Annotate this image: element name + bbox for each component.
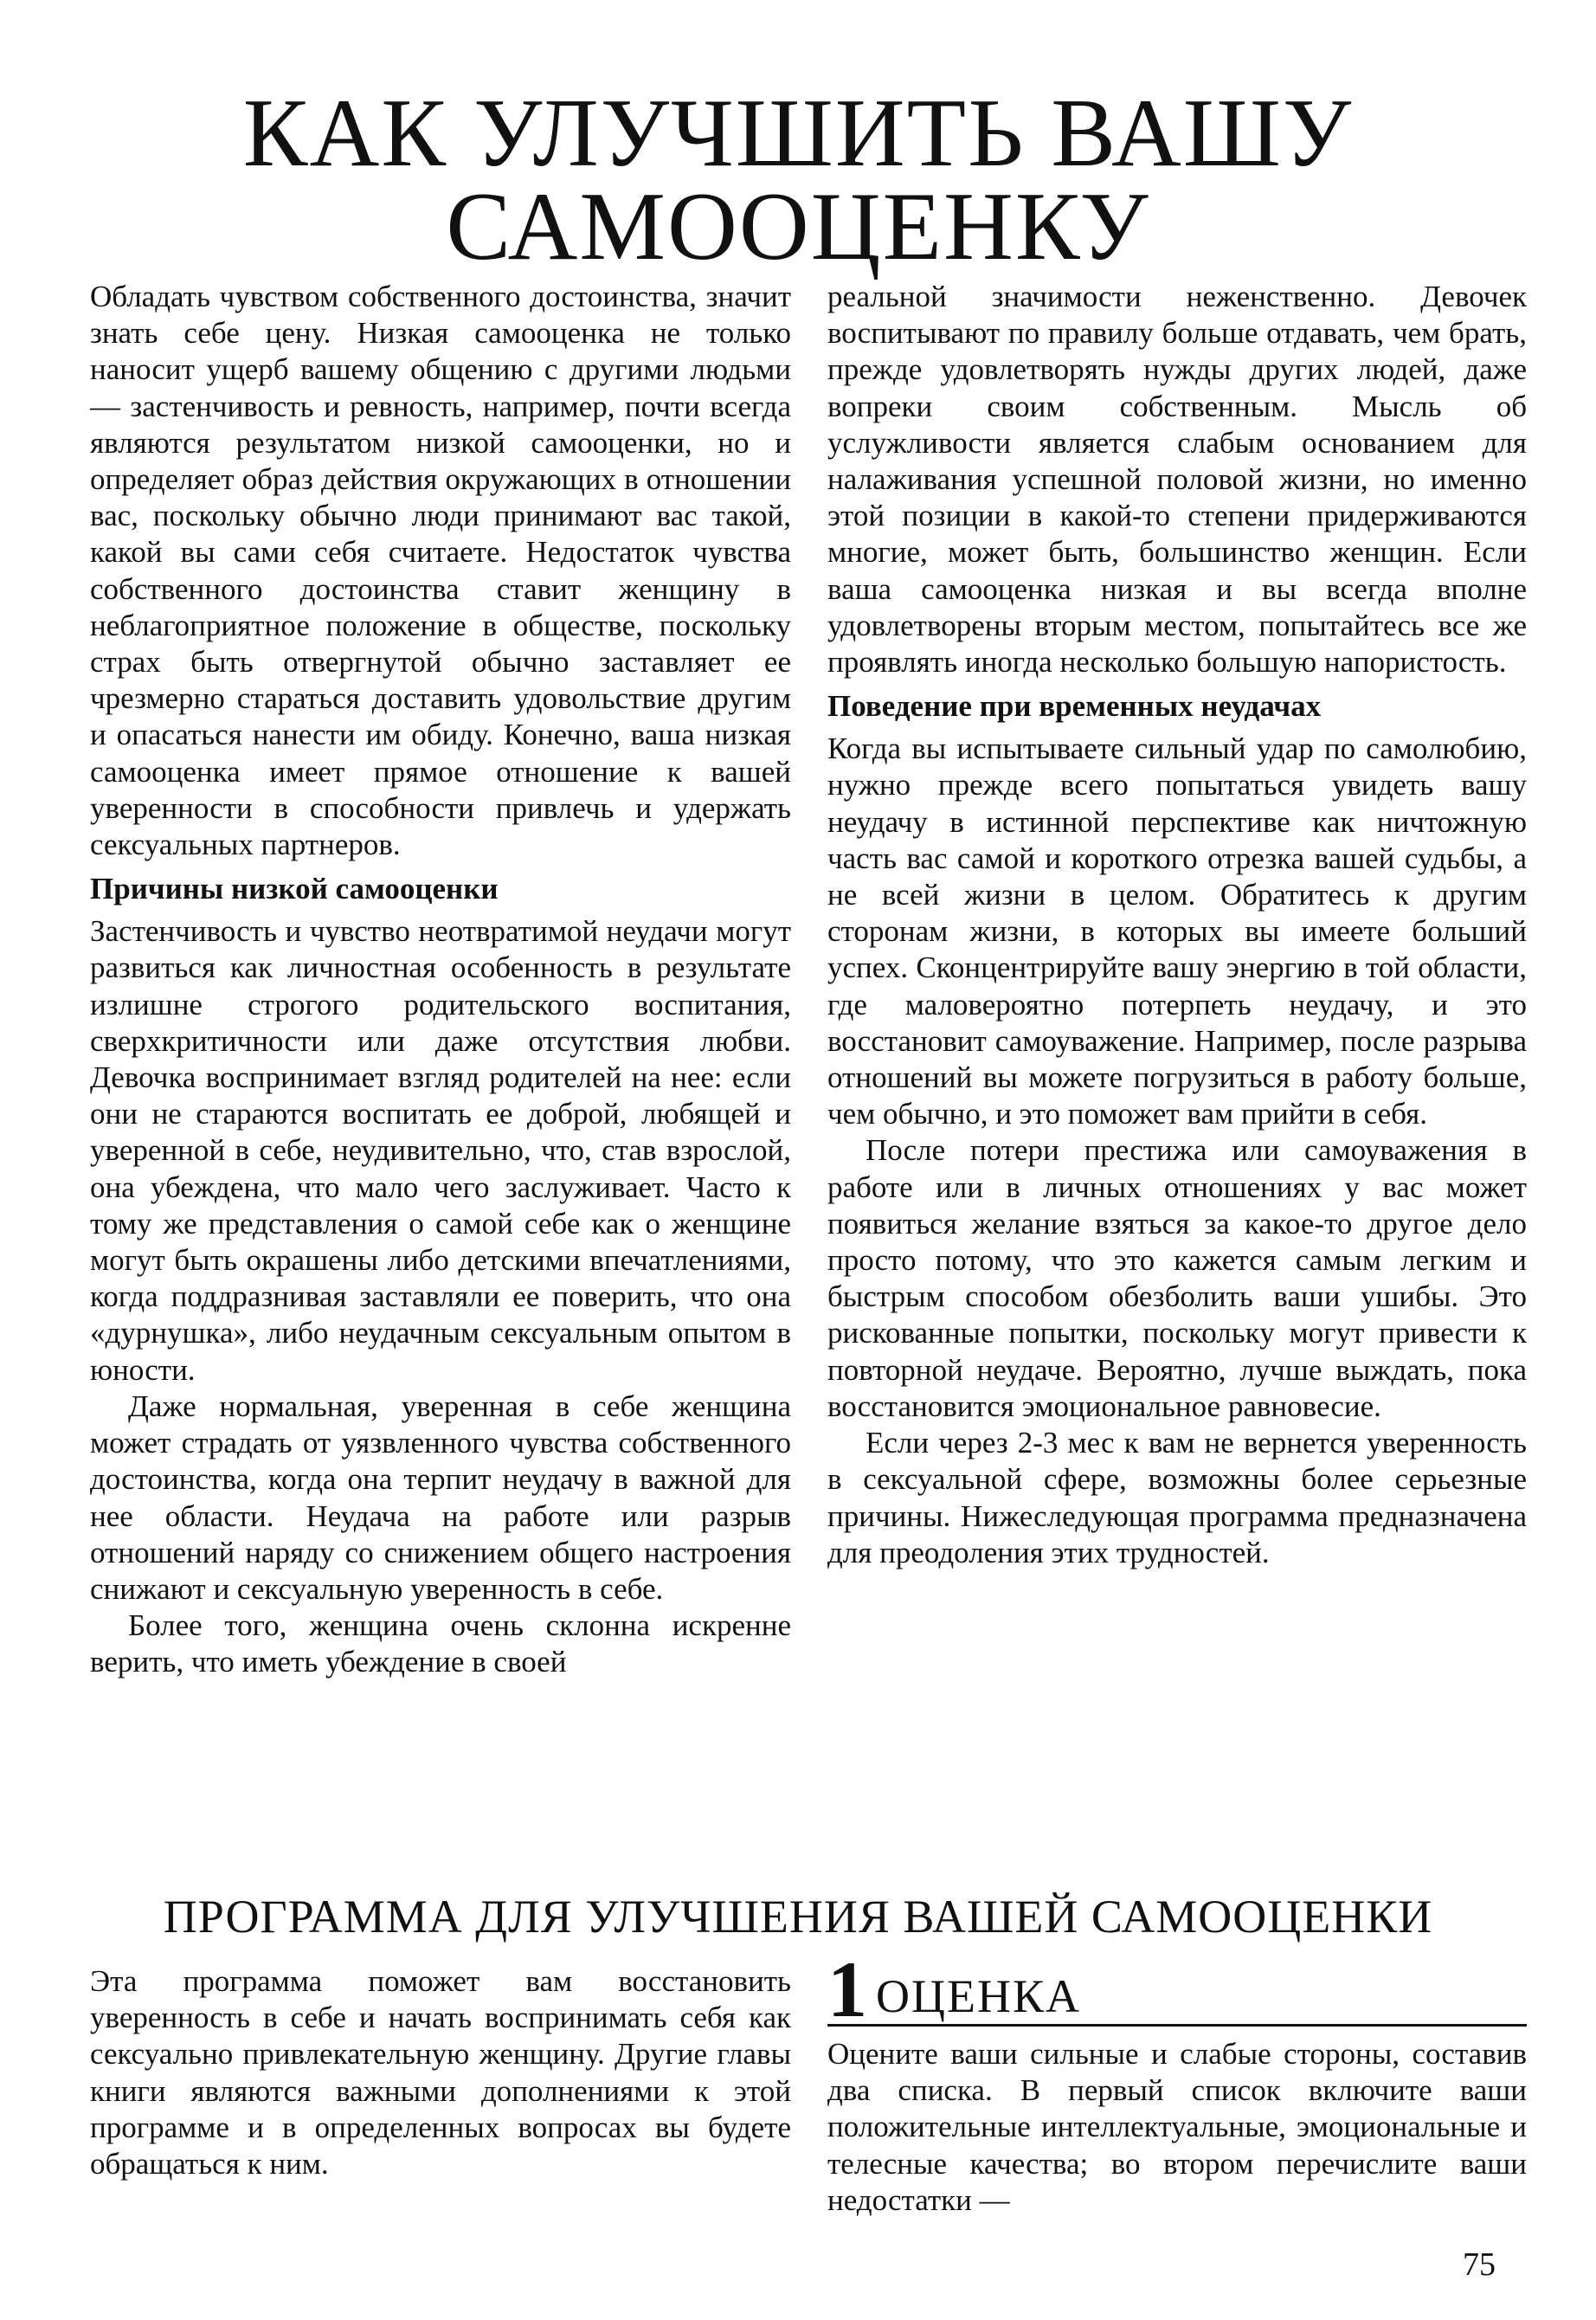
page-title-line2: САМООЦЕНКУ	[446, 173, 1150, 280]
paragraph: Более того, женщина очень склонна искренне верить, что иметь убеждение в своей	[90, 1608, 791, 1679]
program-title: ПРОГРАММА ДЛЯ УЛУЧШЕНИЯ ВАШЕЙ САМООЦЕНКИ	[163, 1891, 1433, 1943]
page-title-line1: КАК УЛУЧШИТЬ ВАШУ	[242, 80, 1354, 187]
program-intro: Эта программа поможет вам восстановить уверенность в себе и начать воспринимать себя как сексуально привлекательную женщину. Другие главы книги являются важными дополнениями к этой программе и в определенных вопросах вы будете обращаться к ним.	[90, 1964, 791, 2181]
step-text-column	[827, 2036, 1527, 2219]
step-header	[827, 1945, 1527, 2033]
paragraph: Если через 2-3 мес к вам не вернется уверенность в сексуальной сфере, возможны более серьезные причины. Нижеследующая программа предназначена для преодоления этих трудностей.	[827, 1426, 1527, 1569]
paragraph: Застенчивость и чувство неотвратимой неудачи могут развиться как личностная особенность в результате излишне строгого родительского воспитания, сверхкритичности или даже отсутствия любви. Девочка воспринимает взгляд родителей на нее: если они не стараются воспитать ее доброй, любящей и уверенной в себе, неудивительно, что, став взрослой, она убеждена, что мало чего заслуживает. Часто к тому же представления о самой себе как о женщине могут быть окрашены либо детскими впечатлениями, когда поддразнивая заставляли ее поверить, что она «дурнушка», либо неудачным сексуальным опытом в юности.	[90, 914, 791, 1387]
left-column	[90, 279, 791, 1681]
step-title: ОЦЕНКА	[876, 1970, 1081, 2022]
program-intro-column	[90, 1963, 791, 2182]
right-column	[827, 279, 1527, 1571]
paragraph: Даже нормальная, уверенная в себе женщина может страдать от уязвленного чувства собственного достоинства, когда она терпит неудачу в важной для нее области. Неудача на работе или разрыв отношений наряду со снижением общего настроения снижают и сексуальную уверенность в себе.	[90, 1389, 791, 1606]
page-title	[0, 80, 1596, 280]
paragraph: Обладать чувством собственного достоинства, значит знать себе цену. Низкая самооценка не только наносит ущерб вашему общению с другими людьми — застенчивость и ревность, например, почти всегда являются результатом низкой самооценки, но и определяет образ действия окружающих в отношении вас, поскольку обычно люди принимают вас такой, какой вы сами себя считаете. Недостаток чувства собственного достоинства ставит женщину в неблагоприятное положение в обществе, поскольку страх быть отвергнутой обычно заставляет ее чрезмерно стараться доставить удовольствие другим и опасаться нанести им обиду. Конечно, ваша низкая самооценка имеет прямое отношение к вашей уверенности в способности привлечь и удержать сексуальных партнеров.	[90, 280, 791, 862]
paragraph: Когда вы испытываете сильный удар по самолюбию, нужно прежде всего попытаться увидеть вашу неудачу в истинной перспективе как ничтожную часть вас самой и короткого отрезка вашей судьбы, а не всей жизни в целом. Обратитесь к другим сторонам жизни, в которых вы имеете больший успех. Сконцентрируйте вашу энергию в той области, где маловероятно потерпеть неудачу, и это восстановит самоуважение. Например, после разрыва отношений вы можете погрузиться в работу больше, чем обычно, и это поможет вам прийти в себя.	[827, 731, 1527, 1131]
step-number: 1	[827, 1945, 867, 2033]
section-heading-setbacks: Поведение при временных неудачах	[827, 689, 1322, 724]
step-text: Оцените ваши сильные и слабые стороны, составив два списка. В первый список включите ваши положительные интеллектуальные, эмоциональные и телесные качества; во втором перечислите ваши недостатки —	[827, 2037, 1527, 2217]
page-number: 75	[1463, 2246, 1496, 2283]
paragraph: реальной значимости неженственно. Девочек воспитывают по правилу больше отдавать, чем брать, прежде удовлетворять нужды других людей, даже вопреки своим собственным. Мысль об услужливости является слабым основанием для налаживания успешной половой жизни, но именно этой позиции в какой-то степени придерживаются многие, может быть, большинство женщин. Если ваша самооценка низкая и вы всегда вполне удовлетворены вторым местом, попытайтесь все же проявлять иногда несколько большую напористость.	[827, 280, 1527, 680]
section-heading-causes: Причины низкой самооценки	[90, 872, 499, 906]
paragraph: После потери престижа или самоуважения в работе или в личных отношениях у вас может появиться желание взяться за какое-то другое дело просто потому, что это кажется самым легким и быстрым способом обезболить ваши ушибы. Это рискованные попытки, поскольку могут привести к повторной неудаче. Вероятно, лучше выждать, пока восстановится эмоциональное равновесие.	[827, 1133, 1527, 1423]
